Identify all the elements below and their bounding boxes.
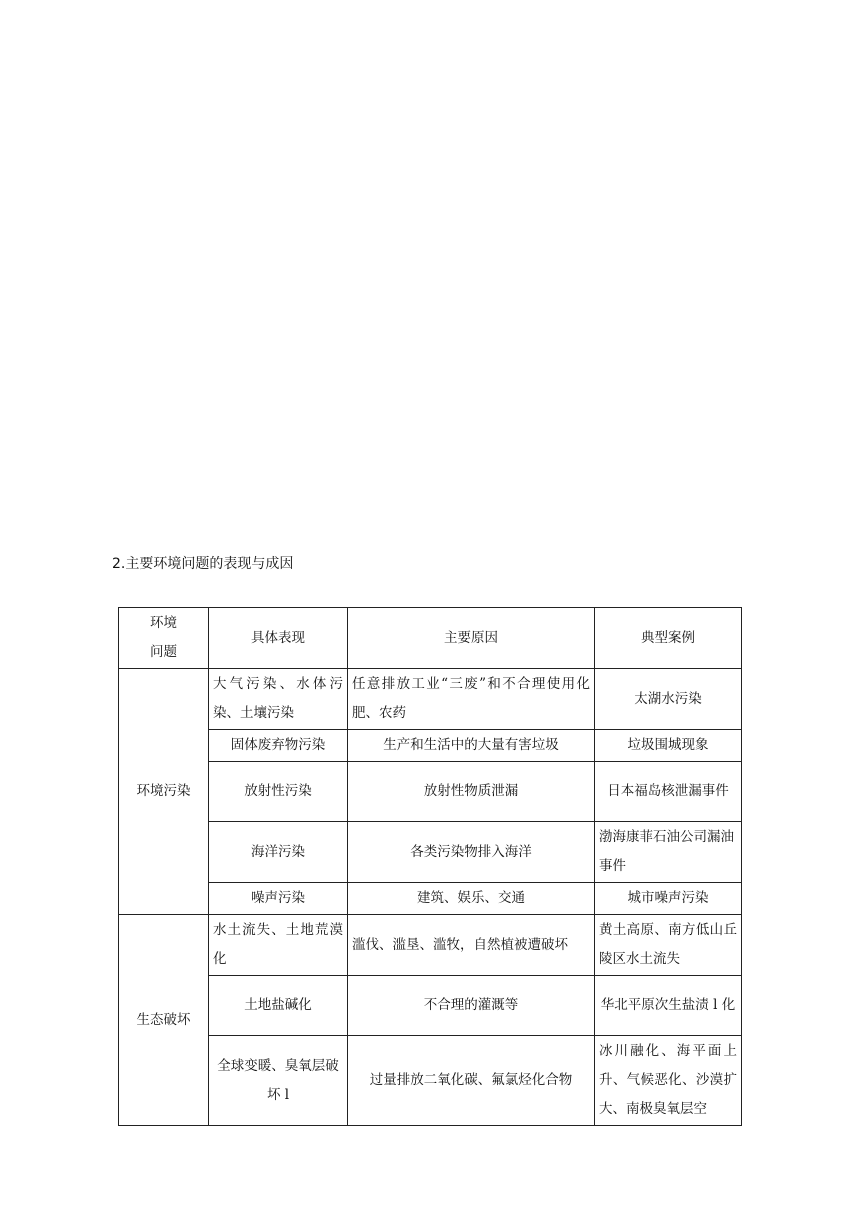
- row-manifestation: 固体废弃物污染: [209, 730, 348, 762]
- row-manifestation: 噪声污染: [209, 883, 348, 915]
- row-cause: 不合理的灌溉等: [348, 976, 595, 1036]
- header-case: 典型案例: [595, 608, 742, 669]
- row-manifestation: 土地盐碱化: [209, 976, 348, 1036]
- row-case: 华北平原次生盐渍 l 化: [595, 976, 742, 1036]
- row-manifestation: 海洋污染: [209, 822, 348, 883]
- row-cause: 放射性物质泄漏: [348, 762, 595, 822]
- row-cause: 任意排放工业“三废”和不合理使用化肥、农药: [348, 669, 595, 730]
- group-label-ecology: 生态破坏: [119, 915, 209, 1126]
- row-cause: 建筑、娱乐、交通: [348, 883, 595, 915]
- section-heading: 2.主要环境问题的表现与成因: [112, 556, 294, 572]
- table-row: [119, 730, 742, 762]
- group-label-pollution: 环境污染: [119, 669, 209, 915]
- header-cause: 主要原因: [348, 608, 595, 669]
- header-issue: 环境 问题: [119, 608, 209, 669]
- table-row: [119, 976, 742, 1036]
- environment-issues-table: [118, 607, 742, 1126]
- table-row: [119, 822, 742, 883]
- row-case: 垃圾围城现象: [595, 730, 742, 762]
- row-manifestation: 全球变暖、臭氧层破坏 l: [209, 1036, 348, 1126]
- row-cause: 各类污染物排入海洋: [348, 822, 595, 883]
- row-case: 冰川融化、海平面上升、气候恶化、沙漠扩大、南极臭氧层空: [595, 1036, 742, 1126]
- row-cause: 滥伐、滥垦、滥牧，自然植被遭破坏: [348, 915, 595, 976]
- row-manifestation: 水土流失、土地荒漠化: [209, 915, 348, 976]
- table-row: [119, 669, 742, 730]
- row-case: 城市噪声污染: [595, 883, 742, 915]
- table-row: [119, 1036, 742, 1126]
- table-row: [119, 915, 742, 976]
- row-manifestation: 大气污染、水体污染、土壤污染: [209, 669, 348, 730]
- row-cause: 过量排放二氧化碳、氟氯烃化合物: [348, 1036, 595, 1126]
- row-case: 太湖水污染: [595, 669, 742, 730]
- row-case: 渤海康菲石油公司漏油事件: [595, 822, 742, 883]
- row-case: 日本福岛核泄漏事件: [595, 762, 742, 822]
- row-cause: 生产和生活中的大量有害垃圾: [348, 730, 595, 762]
- table-row: [119, 762, 742, 822]
- row-case: 黄土高原、南方低山丘陵区水土流失: [595, 915, 742, 976]
- header-manifestation: 具体表现: [209, 608, 348, 669]
- row-manifestation: 放射性污染: [209, 762, 348, 822]
- table-row: [119, 883, 742, 915]
- table-header-row: [119, 608, 742, 669]
